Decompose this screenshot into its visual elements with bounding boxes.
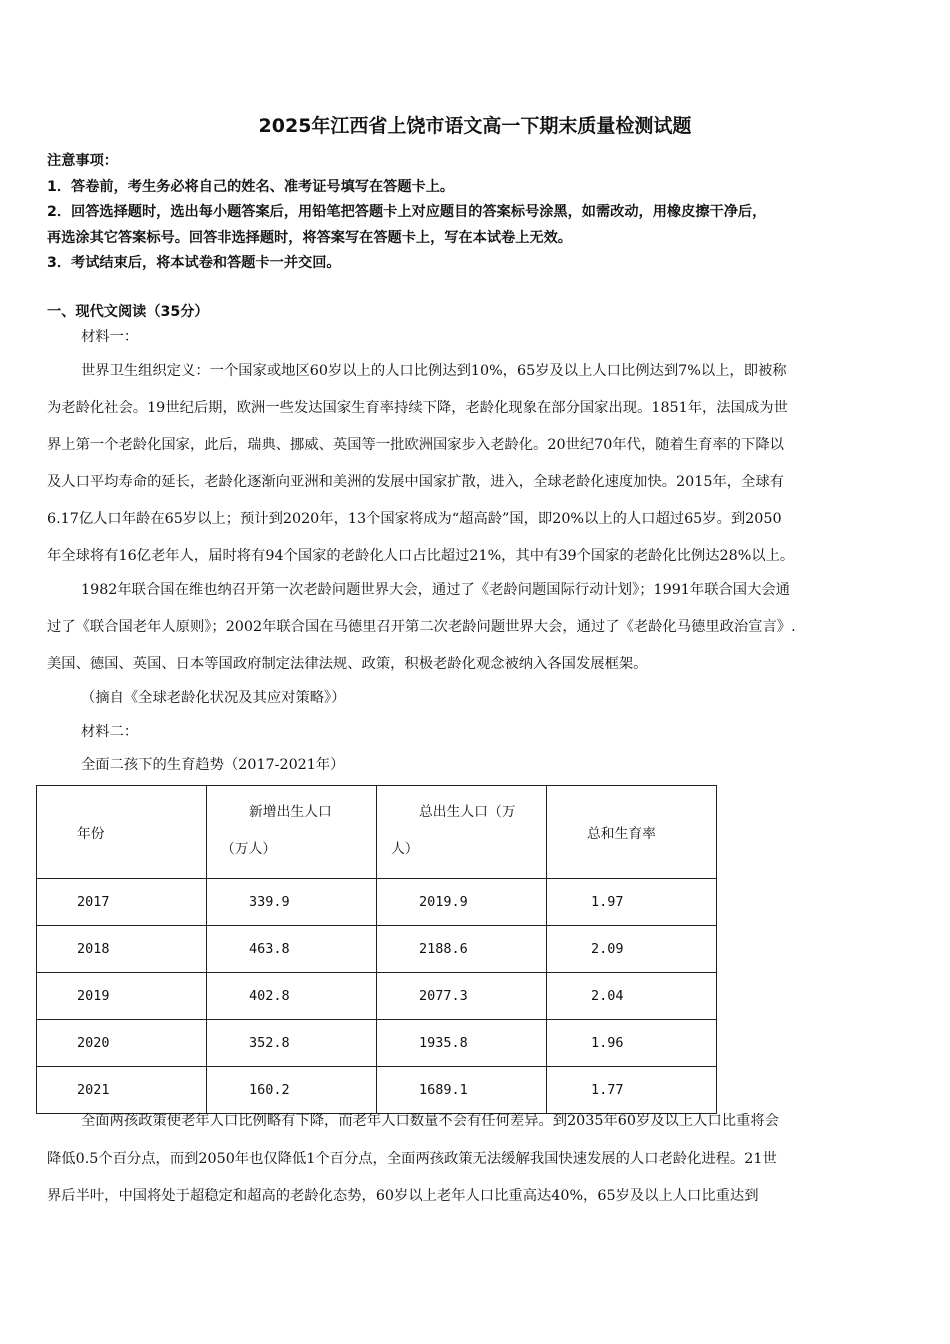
birth-trend-table bbox=[36, 785, 717, 1114]
header-year: 年份 bbox=[37, 786, 207, 879]
material2-label: 材料二： bbox=[81, 724, 139, 740]
cell-fertility-rate: 1.77 bbox=[547, 1067, 717, 1114]
cell-fertility-rate: 1.96 bbox=[547, 1020, 717, 1067]
notice-item: 3．考试结束后，将本试卷和答题卡一并交回。 bbox=[47, 255, 341, 271]
paragraph-line: 为老龄化社会。19世纪后期，欧洲一些发达国家生育率持续下降，老龄化现象在部分国家出现。1851年，法国成为世 bbox=[47, 400, 788, 416]
cell-year: 2018 bbox=[37, 926, 207, 973]
table-header-row bbox=[37, 786, 717, 879]
table-row bbox=[37, 879, 717, 926]
notice-item: 1．答卷前，考生务必将自己的姓名、准考证号填写在答题卡上。 bbox=[47, 179, 455, 195]
table-caption: 全面二孩下的生育趋势（2017-2021年） bbox=[81, 757, 345, 773]
header-new-births-line2: （万人） bbox=[221, 841, 277, 857]
paragraph-line: 过了《联合国老年人原则》；2002年联合国在马德里召开第二次老龄问题世界大会，通过了《老龄化马德里政治宣言》. bbox=[47, 619, 796, 635]
cell-year: 2019 bbox=[37, 973, 207, 1020]
cell-fertility-rate: 2.09 bbox=[547, 926, 717, 973]
header-total-births-line2: 人） bbox=[391, 841, 419, 857]
section-heading: 一、现代文阅读（35分） bbox=[47, 304, 209, 320]
paragraph-line: 6.17亿人口年龄在65岁以上；预计到2020年，13个国家将成为“超高龄”国，即20%以上的人口超过65岁。到2050 bbox=[47, 511, 782, 527]
page-title: 2025年江西省上饶市语文高一下期末质量检测试题 bbox=[258, 115, 692, 137]
header-total-births-line1: 总出生人口（万 bbox=[419, 804, 516, 820]
header-fertility-rate: 总和生育率 bbox=[547, 786, 717, 879]
cell-year: 2017 bbox=[37, 879, 207, 926]
header-new-births bbox=[207, 786, 377, 879]
notice-heading: 注意事项： bbox=[47, 153, 118, 169]
paragraph-line: 年全球将有16亿老年人，届时将有94个国家的老龄化人口占比超过21%，其中有39个国家的老龄化比例达28%以上。 bbox=[47, 548, 795, 564]
cell-new-births: 402.8 bbox=[207, 973, 377, 1020]
cell-new-births: 463.8 bbox=[207, 926, 377, 973]
paragraph-line: 及人口平均寿命的延长，老龄化逐渐向亚洲和美洲的发展中国家扩散，进入，全球老龄化速度加快。2015年，全球有 bbox=[47, 474, 784, 490]
notice-item: 再选涂其它答案标号。回答非选择题时，将答案写在答题卡上，写在本试卷上无效。 bbox=[47, 230, 572, 246]
header-total-births bbox=[377, 786, 547, 879]
table-row bbox=[37, 1020, 717, 1067]
paragraph-line: 世界卫生组织定义：一个国家或地区60岁以上的人口比例达到10%，65岁及以上人口比例达到7%以上，即被称 bbox=[81, 363, 787, 379]
cell-year: 2021 bbox=[37, 1067, 207, 1114]
paragraph-line: 1982年联合国在维也纳召开第一次老龄问题世界大会，通过了《老龄问题国际行动计划》；1991年联合国大会通 bbox=[81, 582, 790, 598]
cell-fertility-rate: 2.04 bbox=[547, 973, 717, 1020]
paragraph-line: 界后半叶，中国将处于超稳定和超高的老龄化态势，60岁以上老年人口比重高达40%，65岁及以上人口比重达到 bbox=[47, 1188, 759, 1204]
source-citation: （摘自《全球老龄化状况及其应对策略》） bbox=[81, 690, 346, 706]
table-row bbox=[37, 926, 717, 973]
cell-new-births: 339.9 bbox=[207, 879, 377, 926]
cell-total-births: 1935.8 bbox=[377, 1020, 547, 1067]
paragraph-line: 全面两孩政策使老年人口比例略有下降，而老年人口数量不会有任何差异。到2035年60岁及以上人口比重将会 bbox=[81, 1113, 779, 1129]
cell-total-births: 2019.9 bbox=[377, 879, 547, 926]
material1-label: 材料一： bbox=[81, 329, 139, 345]
cell-fertility-rate: 1.97 bbox=[547, 879, 717, 926]
cell-new-births: 160.2 bbox=[207, 1067, 377, 1114]
paragraph-line: 美国、德国、英国、日本等国政府制定法律法规、政策，积极老龄化观念被纳入各国发展框架。 bbox=[47, 656, 648, 672]
cell-year: 2020 bbox=[37, 1020, 207, 1067]
notice-item: 2．回答选择题时，选出每小题答案后，用铅笔把答题卡上对应题目的答案标号涂黑，如需改动，用橡皮擦干净后， bbox=[47, 204, 767, 220]
table-row bbox=[37, 973, 717, 1020]
table-row bbox=[37, 1067, 717, 1114]
header-new-births-line1: 新增出生人口 bbox=[249, 804, 332, 820]
cell-new-births: 352.8 bbox=[207, 1020, 377, 1067]
paragraph-line: 降低0.5个百分点，而到2050年也仅降低1个百分点，全面两孩政策无法缓解我国快速发展的人口老龄化进程。21世 bbox=[47, 1151, 777, 1167]
cell-total-births: 1689.1 bbox=[377, 1067, 547, 1114]
cell-total-births: 2188.6 bbox=[377, 926, 547, 973]
paragraph-line: 界上第一个老龄化国家，此后，瑞典、挪威、英国等一批欧洲国家步入老龄化。20世纪70年代，随着生育率的下降以 bbox=[47, 437, 784, 453]
cell-total-births: 2077.3 bbox=[377, 973, 547, 1020]
